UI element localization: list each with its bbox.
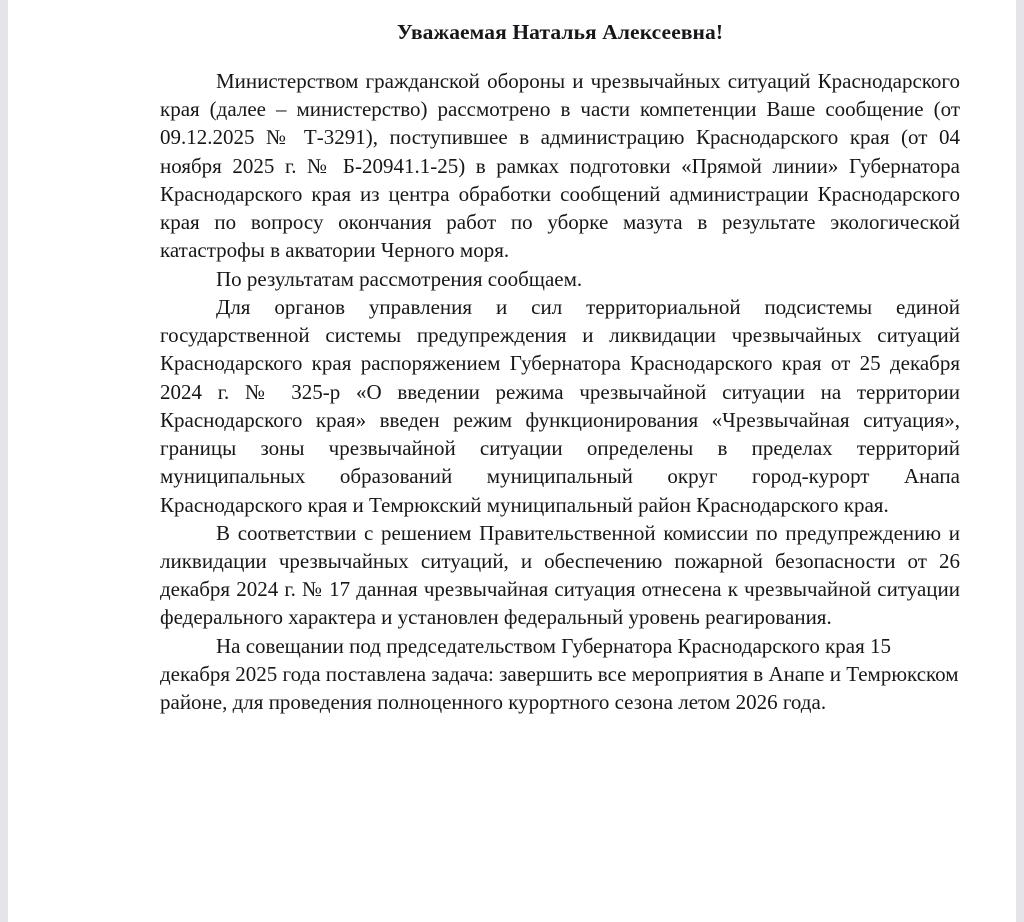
document-paragraph-4: В соответствии с решением Правительственной комиссии по предупреждению и ликвидации чрезвычайных ситуаций, и обеспечению пожарной безопасности от 26 декабря 2024 г. № 17 данная чрезвычайная ситуация отнесена к чрезвычайной ситуации федерального характера и установлен федеральный уровень реагирования. xyxy=(160,520,960,630)
document-body xyxy=(160,18,960,716)
document-paragraph-1: Министерством гражданской обороны и чрезвычайных ситуаций Краснодарского края (далее – министерство) рассмотрено в части компетенции Ваше сообщение (от 09.12.2025 № Т-3291), поступившее в администрацию Краснодарского края (от 04 ноября 2025 г. № Б-20941.1-25) в рамках подготовки «Прямой линии» Губернатора Краснодарского края из центра обработки сообщений администрации Краснодарского края по вопросу окончания работ по уборке мазута в результате экологической катастрофы в акватории Черного моря. xyxy=(160,69,960,263)
document-paragraph-3: Для органов управления и сил территориальной подсистемы единой государственной системы предупреждения и ликвидации чрезвычайных ситуаций Краснодарского края распоряжением Губернатора Краснодарского края от 25 декабря 2024 г. № 325-р «О введении режима чрезвычайной ситуации на территории Краснодарского края» введен режим функционирования «Чрезвычайная ситуация», границы зоны чрезвычайной ситуации определены в пределах территорий муниципальных образований муниципальный округ город-курорт Анапа Краснодарского края и Темрюкский муниципальный район Краснодарского края. xyxy=(160,294,960,517)
document-paragraph-2: По результатам рассмотрения сообщаем. xyxy=(216,266,583,291)
document-salutation: Уважаемая Наталья Алексеевна! xyxy=(396,20,724,44)
document-paragraph-5: На совещании под председательством Губернатора Краснодарского края 15 декабря 2025 года поставлена задача: завершить все мероприятия в Анапе и Темрюкском районе, для проведения полноценного курортного сезона летом 2026 года. xyxy=(160,633,959,715)
